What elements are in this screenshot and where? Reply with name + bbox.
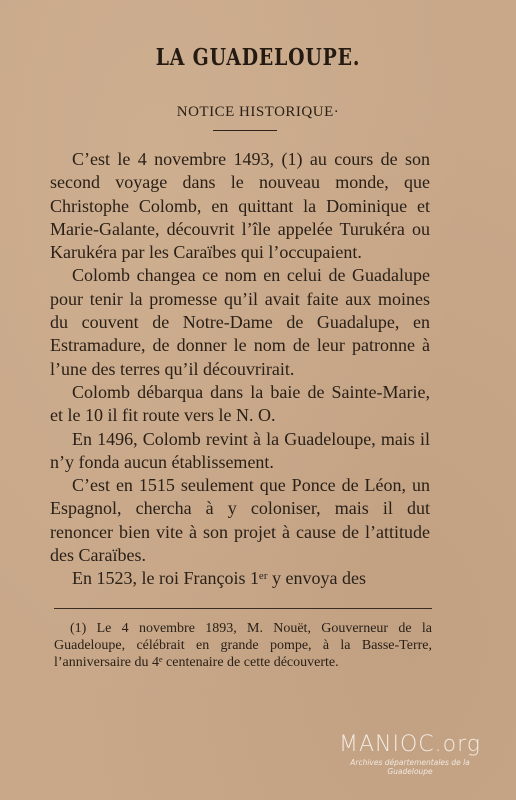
paragraph: Colomb débarqua dans la baie de Sainte-Marie, et le 10 il fit route vers le N. O. [50,381,430,426]
watermark-caption: Archives départementales de la Guadeloupe [350,758,470,776]
body-text [50,148,430,591]
watermark-logo: MANIOC.org [339,732,481,757]
watermark [330,732,490,776]
paragraph: C’est en 1515 seulement que Ponce de Léon, un Espagnol, chercha à y coloniser, mais il dut renoncer bien vite à son projet à cause de l’attitude des Caraïbes. [50,475,430,566]
paragraph: En 1523, le roi François 1ᵉʳ y envoya des [72,568,366,589]
footnote-text: (1) Le 4 novembre 1893, M. Nouët, Gouverneur de la Guadeloupe, célébrait en grande pompe, à la Basse-Terre, l’anniversaire du 4ᵉ centenaire de cette découverte. [54,621,432,670]
paragraph: En 1496, Colomb revint à la Guadeloupe, mais il n’y fonda aucun établissement. [50,428,430,472]
page-title: LA GUADELOUPE. [155,44,361,71]
paragraph: C’est le 4 novembre 1493, (1) au cours de son second voyage dans le nouveau monde, que Christophe Colomb, en quittant la Dominique et Marie-Galante, découvrit l’île appelée Turukéra ou Karukéra par les Caraïbes qui l’occupaient. [50,149,430,263]
title-divider [213,130,277,131]
paragraph: Colomb changea ce nom en celui de Guadalupe pour tenir la promesse qu’il avait faite aux moines du couvent de Notre-Dame de Guadalupe, en Estramadure, de donner le nom de leur patronne à l’une des terres qu’il découvrirait. [50,265,430,379]
footnote [54,620,432,671]
footnote-divider [54,608,432,609]
page-subtitle: NOTICE HISTORIQUE· [176,104,340,120]
